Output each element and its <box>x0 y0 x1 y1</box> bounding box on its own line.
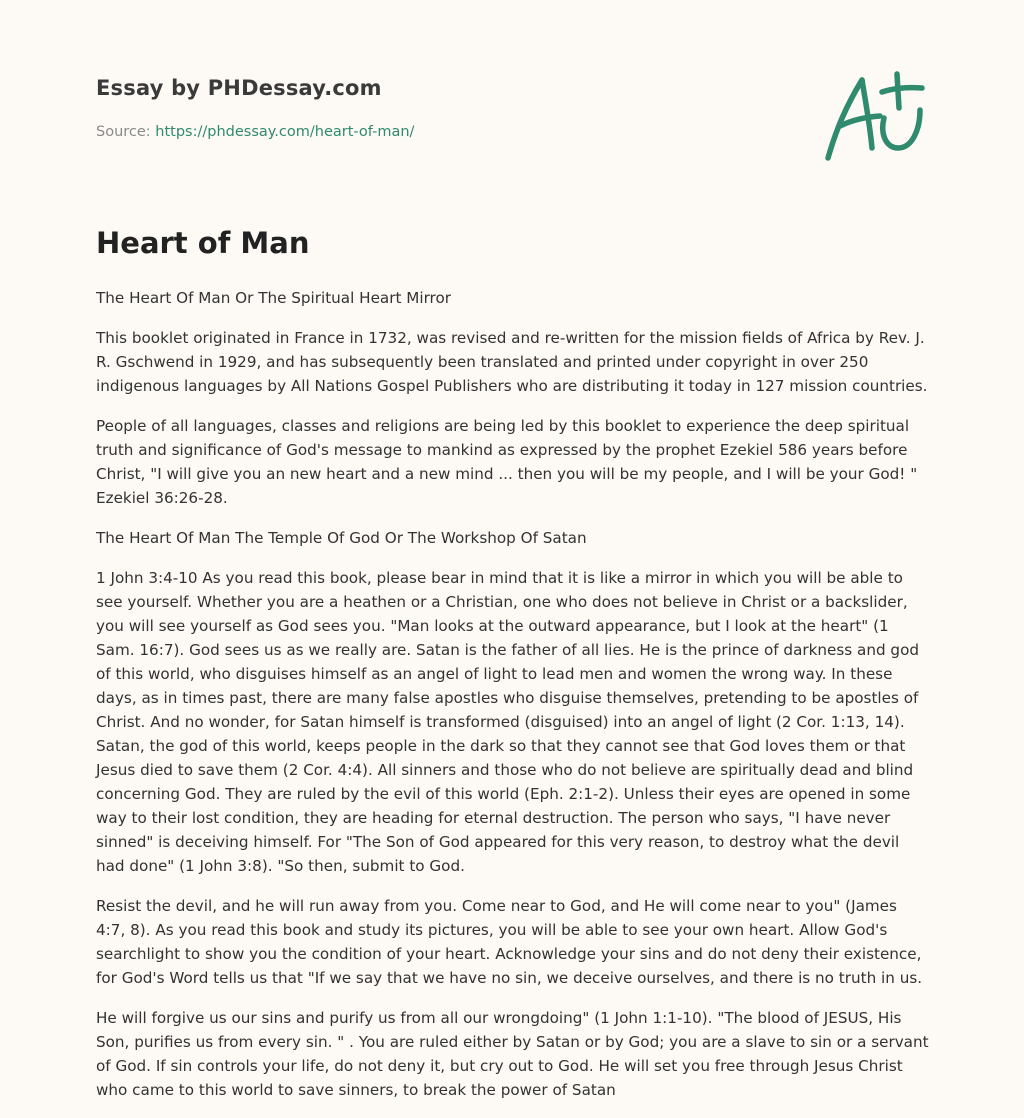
essay-paragraph: Resist the devil, and he will run away from you. Come near to God, and He will come near to you" (James 4:7, 8). As you read this book and study its pictures, you will be able to see your own heart. Allow God's searchlight to show you the condition of your heart. Acknowledge your sins and do not deny their existence, for God's Word tells us that "If we say that we have no sin, we deceive ourselves, and there is no truth in us. <box>96 897 923 987</box>
site-brand: Essay by PHDessay.com <box>96 76 382 100</box>
essay-paragraph: 1 John 3:4-10 As you read this book, please bear in mind that it is like a mirror in which you will be able to see yourself. Whether you are a heathen or a Christian, one who does not believe in Christ or a backslider, you will see yourself as God sees you. "Man looks at the outward appearance, but I look at the heart" (1 Sam. 16:7). God sees us as we really are. Satan is the father of all lies. He is the prince of darkness and god of this world, who disguises himself as an angel of light to lead men and women the wrong way. In these days, as in times past, there are many false apostles who disguise themselves, pretending to be apostles of Christ. And no wonder, for Satan himself is transformed (disguised) into an angel of light (2 Cor. 1:13, 14). Satan, the god of this world, keeps people in the dark so that they cannot see that God loves them or that Jesus died to save them (2 Cor. 4:4). All sinners and those who do not believe are spiritually dead and blind concerning God. They are ruled by the evil of this world (Eph. 2:1-2). Unless their eyes are opened in some way to their lost condition, they are heading for eternal destruction. The person who says, "I have never sinned" is deceiving himself. For "The Son of God appeared for this very reason, to destroy what the devil had done" (1 John 3:8). "So then, submit to God. <box>96 569 920 875</box>
essay-paragraph: This booklet originated in France in 1732, was revised and re-written for the mission fields of Africa by Rev. J. R. Gschwend in 1929, and has subsequently been translated and printed under copyright in over 250 indigenous languages by All Nations Gospel Publishers who are distributing it today in 127 mission countries. <box>96 329 928 395</box>
source-line <box>96 124 414 140</box>
a-plus-logo-icon <box>822 68 926 164</box>
essay-body <box>96 286 930 1118</box>
source-label: Source: <box>96 124 156 140</box>
essay-paragraph: People of all languages, classes and religions are being led by this booklet to experience the deep spiritual truth and significance of God's message to mankind as expressed by the prophet Ezekiel 586 years before Christ, "I will give you an new heart and a new mind ... then you will be my people, and I will be your God! " Ezekiel 36:26-28. <box>96 417 918 507</box>
essay-title: Heart of Man <box>96 226 310 260</box>
source-link[interactable]: https://phdessay.com/heart-of-man/ <box>155 124 415 140</box>
essay-section-heading: The Heart Of Man The Temple Of God Or The Workshop Of Satan <box>96 529 587 547</box>
essay-subtitle: The Heart Of Man Or The Spiritual Heart Mirror <box>96 289 452 307</box>
essay-paragraph: He will forgive us our sins and purify us from all our wrongdoing" (1 John 1:1-10). "The blood of JESUS, His Son, purifies us from every sin. " . You are ruled either by Satan or by God; you are a slave to sin or a servant of God. If sin controls your life, do not deny it, but cry out to God. He will set you free through Jesus Christ who came to this world to save sinners, to break the power of Satan <box>96 1009 929 1099</box>
